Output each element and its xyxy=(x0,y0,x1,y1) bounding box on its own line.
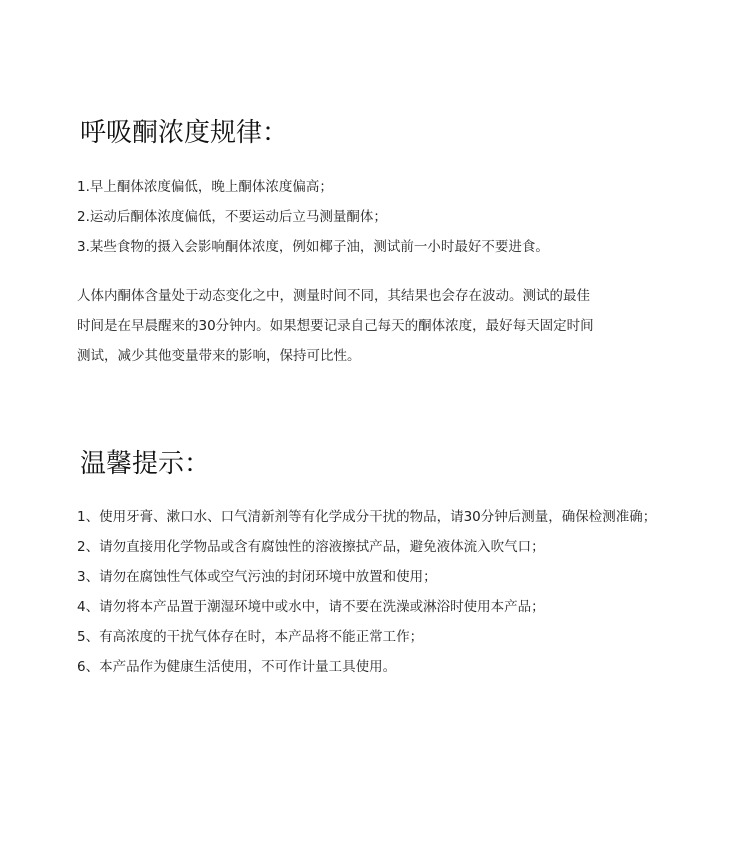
paragraph-line: 人体内酮体含量处于动态变化之中，测量时间不同，其结果也会存在波动。测试的最佳 xyxy=(77,288,590,304)
ketone-explanation-paragraph xyxy=(77,281,594,371)
list-item: 1.早上酮体浓度偏低，晚上酮体浓度偏高； xyxy=(77,179,333,195)
paragraph-line: 时间是在早晨醒来的30分钟内。如果想要记录自己每天的酮体浓度，最好每天固定时间 xyxy=(77,318,594,334)
tips-list xyxy=(77,502,656,682)
list-item: 5、有高浓度的干扰气体存在时，本产品将不能正常工作； xyxy=(77,629,424,645)
list-item: 4、请勿将本产品置于潮湿环境中或水中，请不要在洗澡或淋浴时使用本产品； xyxy=(77,599,545,615)
ketone-rules-heading: 呼吸酮浓度规律： xyxy=(80,118,289,148)
list-item: 1、使用牙膏、漱口水、口气清新剂等有化学成分干扰的物品，请30分钟后测量，确保检测准确； xyxy=(77,509,657,525)
list-item: 3、请勿在腐蚀性气体或空气污浊的封闭环境中放置和使用； xyxy=(77,569,437,585)
tips-heading: 温馨提示： xyxy=(80,449,211,479)
list-item: 3.某些食物的摄入会影响酮体浓度，例如椰子油，测试前一小时最好不要进食。 xyxy=(77,239,549,255)
list-item: 6、本产品作为健康生活使用，不可作计量工具使用。 xyxy=(77,659,397,675)
paragraph-line: 测试，减少其他变量带来的影响，保持可比性。 xyxy=(77,348,361,364)
list-item: 2、请勿直接用化学物品或含有腐蚀性的溶液擦拭产品，避免液体流入吹气口； xyxy=(77,539,545,555)
list-item: 2.运动后酮体浓度偏低，不要运动后立马测量酮体； xyxy=(77,209,387,225)
ketone-rules-list xyxy=(77,172,549,262)
